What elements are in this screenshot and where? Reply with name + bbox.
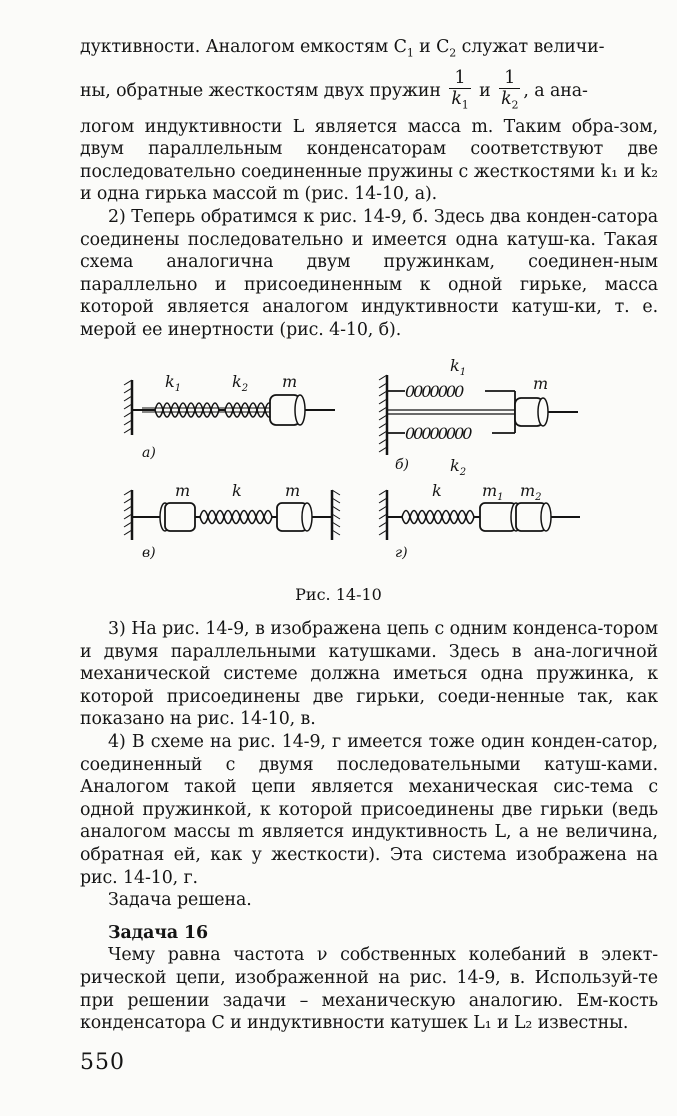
lower-text bbox=[80, 618, 658, 1035]
fraction-2-denominator: k bbox=[501, 89, 512, 110]
figure-a bbox=[124, 372, 335, 461]
task-heading: Задача 16 bbox=[108, 922, 209, 943]
figure-a-m: m bbox=[282, 372, 298, 391]
figure-a-k1: $k_1$ bbox=[165, 372, 182, 394]
figure-caption: Рис. 14-10 bbox=[295, 585, 382, 604]
line-2-end: , а ана- bbox=[523, 81, 588, 102]
figure-b bbox=[379, 356, 578, 478]
figure-b-upper-spring: 0000000 bbox=[405, 382, 463, 401]
figure-14-10 bbox=[120, 355, 590, 580]
figure-d-label: г) bbox=[395, 545, 408, 561]
fraction-1-numerator: 1 bbox=[449, 68, 470, 89]
fraction-2-subscript: 2 bbox=[511, 98, 519, 112]
solved-note: Задача решена. bbox=[108, 890, 252, 911]
fraction-1-subscript: 1 bbox=[461, 98, 469, 112]
line-1-end: служат величи- bbox=[456, 37, 605, 57]
figure-d-m1: $m_1$ bbox=[482, 481, 504, 503]
task-body: Чему равна частота ν собственных колебаний в элект-рической цепи, изображенной на рис. 14-9, в. Используй-те при решении задачи – механическую аналогию. Ем-кость конденсатора C и индуктивности катушек L₁ и L₂ известны. bbox=[80, 945, 658, 1034]
figure-c-right-m: m bbox=[285, 481, 301, 500]
c1-subscript: 1 bbox=[406, 46, 414, 60]
figure-b-m: m bbox=[533, 374, 549, 393]
line-1-text: дуктивности. Аналогом емкостям C bbox=[80, 37, 407, 57]
page-number: 550 bbox=[80, 1050, 125, 1075]
figure-a-label: а) bbox=[142, 445, 156, 461]
paragraph-1-rest: логом индуктивности L является масса m. Таким обра-зом, двум параллельным конденсаторам соответствуют две последовательно соединенные пружины с жесткостями k₁ и k₂ и одна гирька массой m (рис. 14-10, а). bbox=[80, 116, 658, 205]
paragraph-2: 2) Теперь обратимся к рис. 14-9, б. Здесь два конден-сатора соединены последовательно и имеется одна катуш-ка. Такая схема аналогична двум пружинкам, соединен-ным параллельно и присоединенным к одной гирьке, масса которой является аналогом индуктивности катуш-ки, т. е. мерой ее инертности (рис. 4-10, б). bbox=[80, 206, 658, 340]
figure-b-lower-spring: 00000000 bbox=[405, 424, 471, 443]
figure-b-label: б) bbox=[395, 457, 410, 473]
c2-subscript: 2 bbox=[449, 46, 457, 60]
line-1-and: и C bbox=[413, 37, 450, 57]
fraction-1-over-k2 bbox=[499, 68, 520, 115]
figure-d-k: k bbox=[432, 481, 442, 500]
figure-a-k2: $k_2$ bbox=[232, 372, 249, 394]
figure-c-label: в) bbox=[142, 545, 156, 561]
figure-b-k2: $k_2$ bbox=[450, 456, 467, 478]
fraction-1-over-k1 bbox=[449, 68, 470, 115]
figure-c-k: k bbox=[232, 481, 242, 500]
figure-c-left-m: m bbox=[175, 481, 191, 500]
figure-c bbox=[124, 481, 340, 561]
fraction-2-numerator: 1 bbox=[499, 68, 520, 89]
figure-b-k1: $k_1$ bbox=[450, 356, 467, 378]
fraction-1-denominator: k bbox=[451, 89, 462, 110]
paragraph-4: 4) В схеме на рис. 14-9, г имеется тоже один конден-сатор, соединенный с двумя последовательными катуш-ками. Аналогом такой цепи является механическая сис-тема с одной пружинкой, к которой присоединены две гирьки (ведь аналогом массы m является индуктивность L, а не величина, обратная ей, как у жесткости). Эта система изображена на рис. 14-10, г. bbox=[80, 731, 658, 888]
figure-d bbox=[379, 481, 580, 561]
paragraph-1 bbox=[80, 36, 658, 341]
paragraph-3: 3) На рис. 14-9, в изображена цепь с одним конденса-тором и двумя параллельными катушками. Здесь в ана-логичной механической системе должна иметься одна пружинка, к которой присоединены две гирьки, соеди-ненные так, как показано на рис. 14-10, в. bbox=[80, 619, 658, 730]
line-2-and: и bbox=[479, 81, 491, 102]
line-2-start: ны, обратные жесткостям двух пружин bbox=[80, 81, 441, 102]
figure-d-m2: $m_2$ bbox=[520, 481, 542, 503]
